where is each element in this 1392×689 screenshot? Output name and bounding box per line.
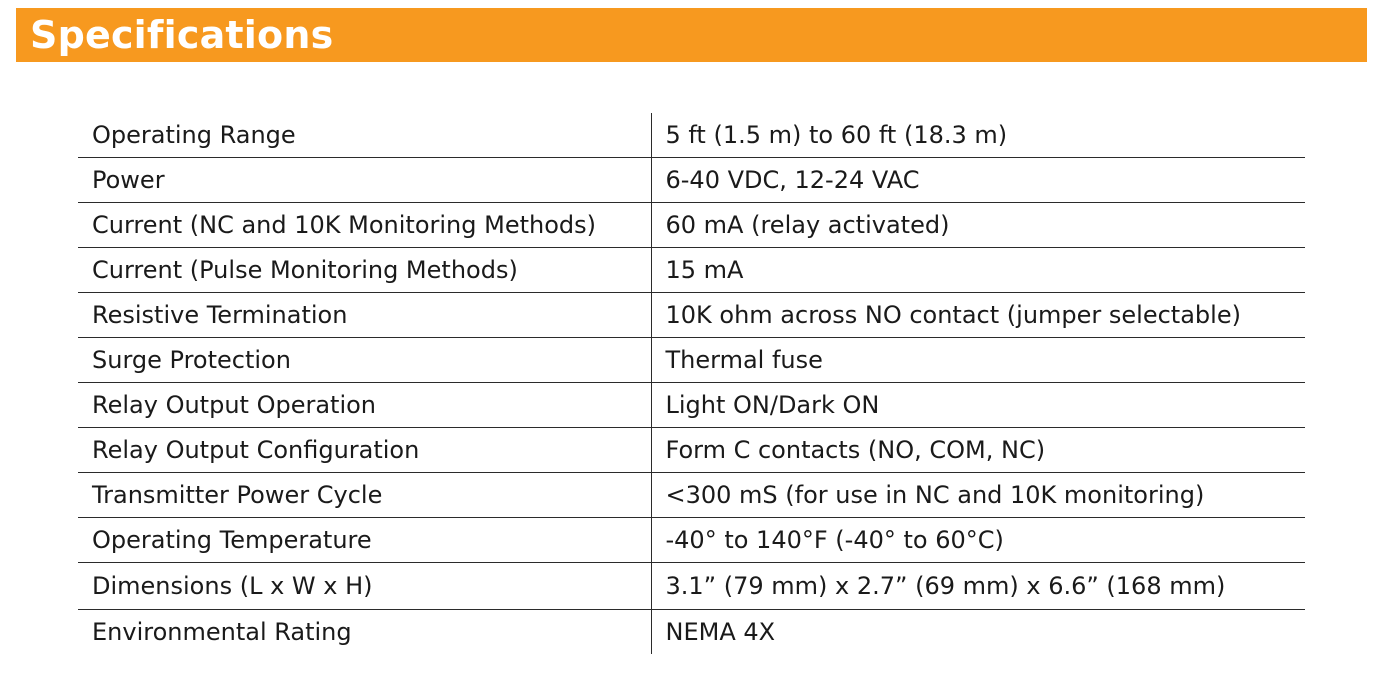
- spec-value: NEMA 4X: [665, 618, 776, 646]
- spec-label: Resistive Termination: [78, 293, 651, 338]
- table-row: [78, 518, 1305, 563]
- table-row: [78, 383, 1305, 428]
- spec-label: Power: [78, 158, 651, 203]
- specifications-table: [78, 113, 1305, 654]
- spec-label: Relay Output Configuration: [78, 428, 651, 473]
- table-row: [78, 610, 1305, 655]
- table-row: [78, 563, 1305, 610]
- spec-label: Operating Temperature: [78, 518, 651, 563]
- table-row: [78, 113, 1305, 158]
- spec-value: 5 ft (1.5 m) to 60 ft (18.3 m): [651, 113, 1305, 158]
- spec-value: Thermal fuse: [651, 338, 1305, 383]
- spec-label: Current (NC and 10K Monitoring Methods): [78, 203, 651, 248]
- table-row: [78, 203, 1305, 248]
- spec-label: Environmental Rating: [78, 610, 651, 655]
- spec-value: -40° to 140°F (-40° to 60°C): [651, 518, 1305, 563]
- table-row: [78, 248, 1305, 293]
- table-row: [78, 338, 1305, 383]
- spec-value: <300 mS (for use in NC and 10K monitoring): [651, 473, 1305, 518]
- spec-value: 10K ohm across NO contact (jumper selectable): [651, 293, 1305, 338]
- section-header-bar: [16, 8, 1367, 62]
- spec-value: Form C contacts (NO, COM, NC): [651, 428, 1305, 473]
- spec-label: Operating Range: [78, 113, 651, 158]
- spec-value: 6-40 VDC, 12-24 VAC: [651, 158, 1305, 203]
- table-row: [78, 428, 1305, 473]
- spec-value: Light ON/Dark ON: [651, 383, 1305, 428]
- spec-value: 15 mA: [651, 248, 1305, 293]
- spec-label: Relay Output Operation: [78, 383, 651, 428]
- table-row: [78, 473, 1305, 518]
- spec-label: Surge Protection: [78, 338, 651, 383]
- spec-label: Current (Pulse Monitoring Methods): [78, 248, 651, 293]
- spec-value: 3.1” (79 mm) x 2.7” (69 mm) x 6.6” (168 mm): [651, 563, 1305, 610]
- table-row: [78, 158, 1305, 203]
- spec-value: 60 mA (relay activated): [651, 203, 1305, 248]
- spec-label: Transmitter Power Cycle: [78, 473, 651, 518]
- section-title: Specifications: [30, 13, 334, 57]
- spec-label: Dimensions (L x W x H): [78, 563, 651, 610]
- table-row: [78, 293, 1305, 338]
